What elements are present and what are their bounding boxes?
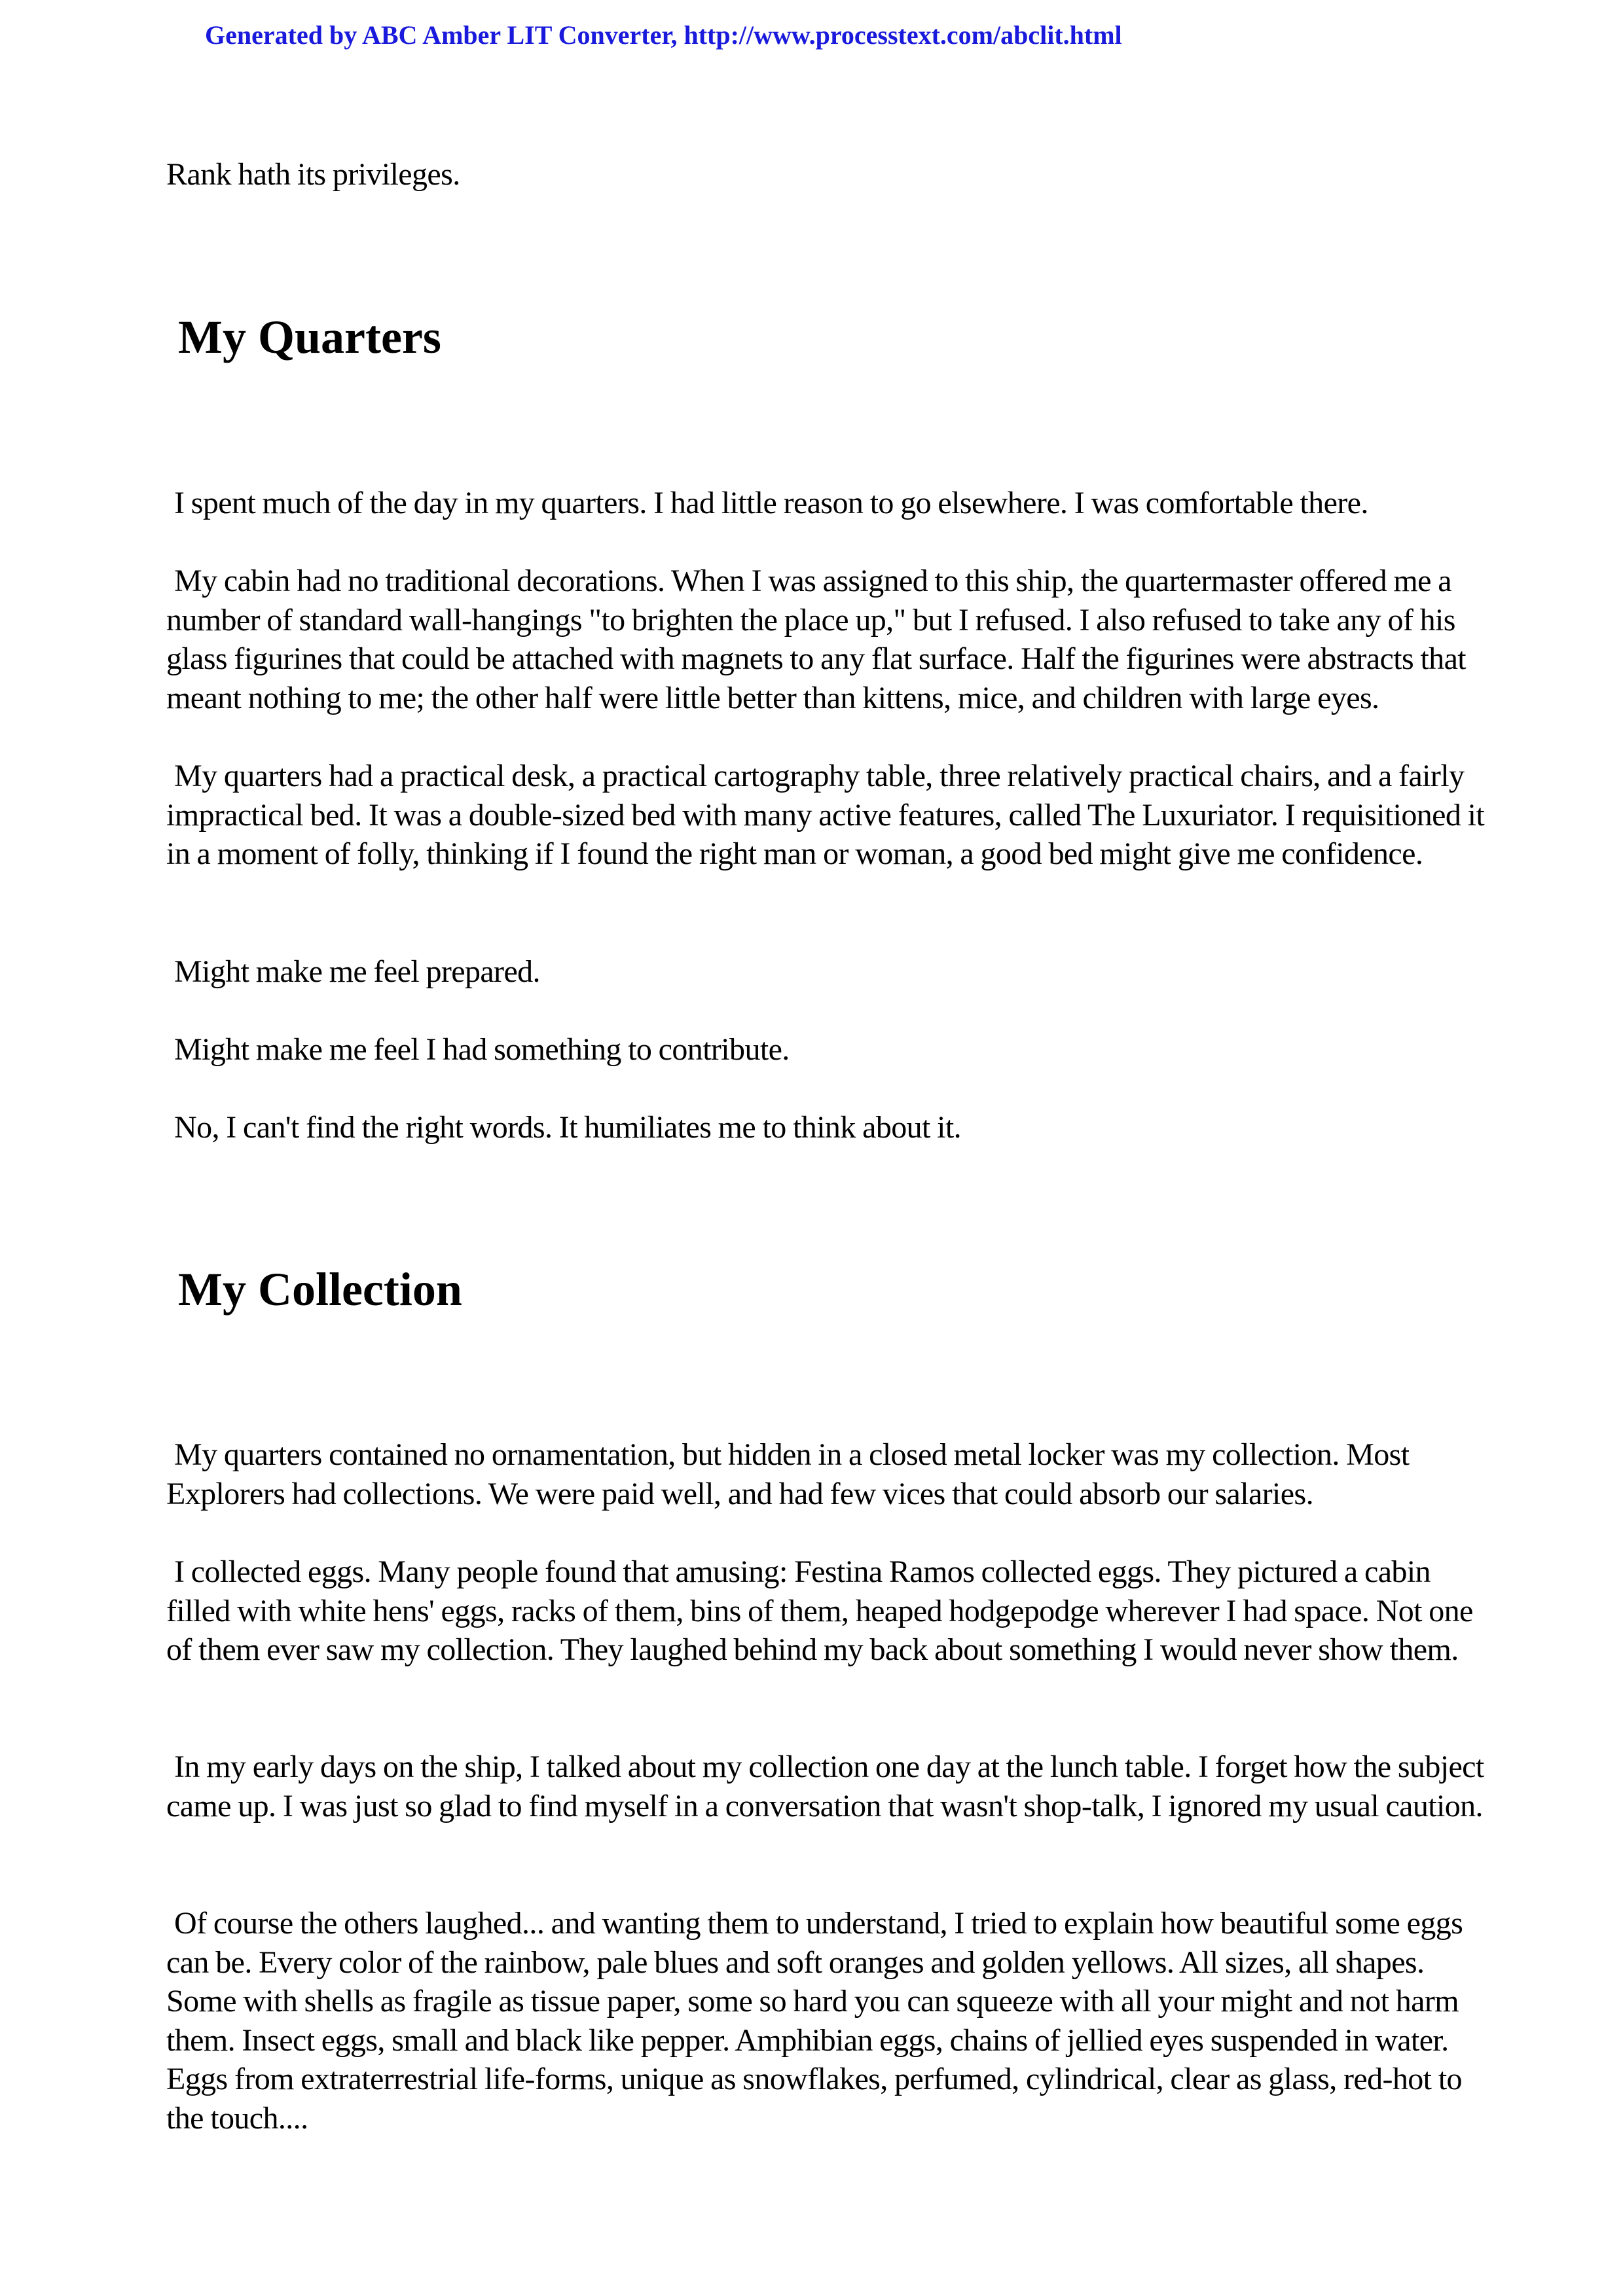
paragraph: My quarters had a practical desk, a practical cartography table, three relatively practical chairs, and a fairly impractical bed. It was a double-sized bed with many active features, called The Luxuriator. I requisitioned it in a moment of folly, thinking if I found the right man or woman, a good bed might give me confidence. (166, 759, 1485, 871)
generator-link[interactable]: Generated by ABC Amber LIT Converter, http://www.processtext.com/abclit.html (205, 20, 1122, 50)
intro-paragraph: Rank hath its privileges. (166, 157, 460, 192)
paragraph: Of course the others laughed... and wanting them to understand, I tried to explain how beautiful some eggs can be. Every color of the rainbow, pale blues and soft oranges and golden yellows. All sizes, all shapes. Some with shells as fragile as tissue paper, some so hard you can squeeze with all your might and not harm them. Insect eggs, small and black like pepper. Amphibian eggs, chains of jellied eyes suspended in water. Eggs from extraterrestrial life-forms, unique as snowflakes, perfumed, cylindrical, clear as glass, red-hot to the touch.... (166, 1906, 1463, 2136)
paragraph: My quarters contained no ornamentation, but hidden in a closed metal locker was my collection. Most Explorers had collections. We were paid well, and had few vices that could absorb our salaries. (166, 1437, 1410, 1511)
paragraph: No, I can't find the right words. It humiliates me to think about it. (174, 1110, 962, 1145)
paragraph: Might make me feel I had something to contribute. (174, 1032, 790, 1067)
section-heading-my-collection: My Collection (178, 1263, 462, 1316)
paragraph: I collected eggs. Many people found that amusing: Festina Ramos collected eggs. They pictured a cabin filled with white hens' eggs, racks of them, bins of them, heaped hodgepodge wherever I had space. Not one of them ever saw my collection. They laughed behind my back about something I would never show them. (166, 1554, 1473, 1667)
paragraph: I spent much of the day in my quarters. I had little reason to go elsewhere. I was comfortable there. (174, 486, 1368, 520)
section-heading-my-quarters: My Quarters (178, 311, 441, 363)
paragraph: My cabin had no traditional decorations. When I was assigned to this ship, the quartermaster offered me a number of standard wall-hangings "to brighten the place up," but I refused. I also refused to take any of his glass figurines that could be attached with magnets to any flat surface. Half the figurines were abstracts that meant nothing to me; the other half were little better than kittens, mice, and children with large eyes. (166, 564, 1467, 715)
paragraph: In my early days on the ship, I talked about my collection one day at the lunch table. I forget how the subject came up. I was just so glad to find myself in a conversation that wasn't shop-talk, I ignored my usual caution. (166, 1749, 1484, 1823)
paragraph: Might make me feel prepared. (174, 954, 540, 989)
